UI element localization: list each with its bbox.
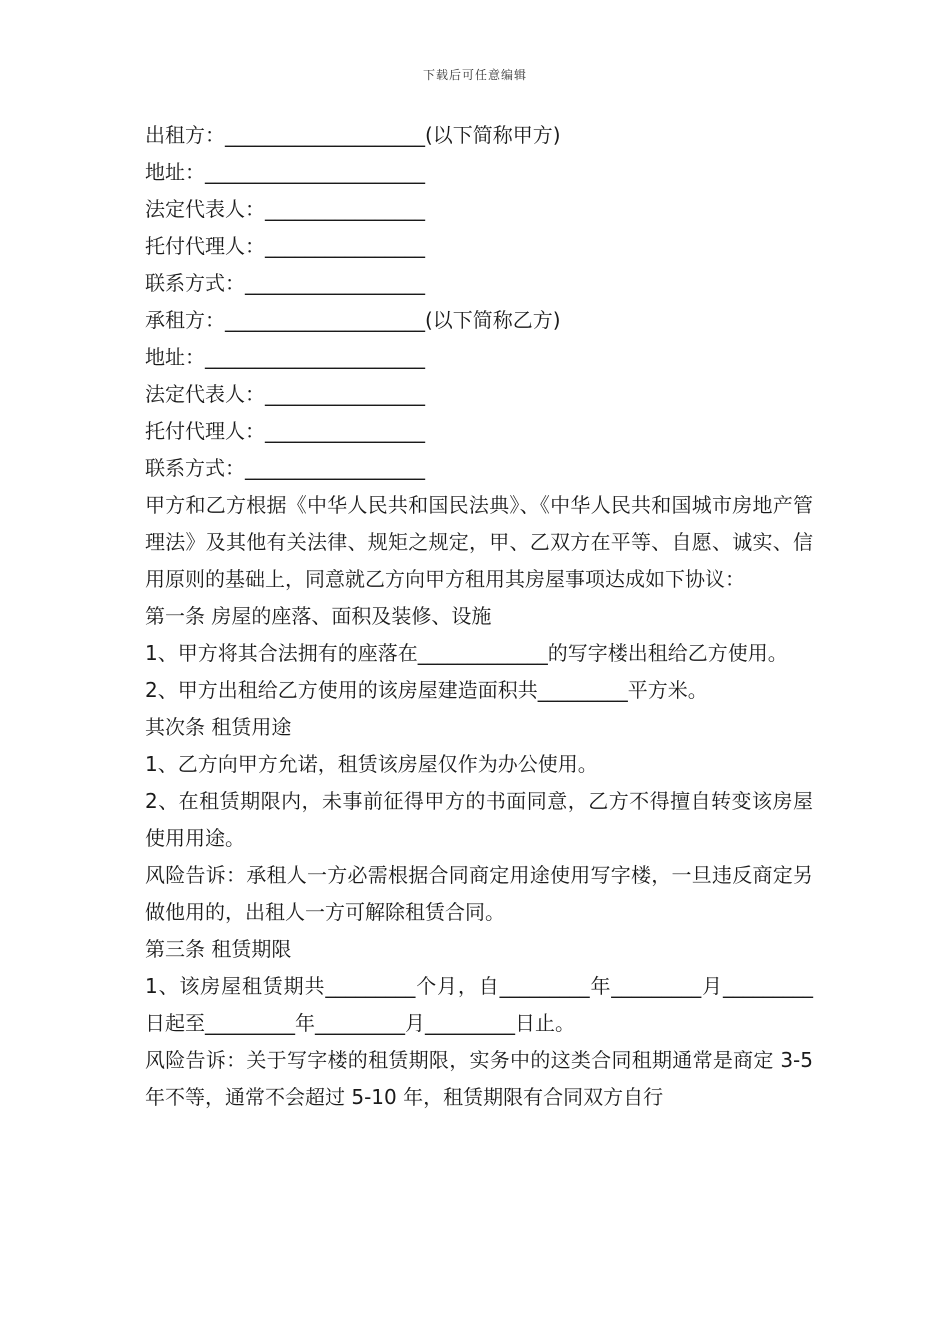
lessee-line: 承租方：____________________(以下简称乙方) xyxy=(145,308,561,332)
contract-body xyxy=(145,117,813,1116)
page-header-note: 下载后可任意编辑 xyxy=(422,68,527,82)
lessor-legal-rep-line: 法定代表人：________________ xyxy=(145,197,425,221)
article-1-heading: 第一条 房屋的座落、面积及装修、设施 xyxy=(145,604,492,628)
lessee-agent-line: 托付代理人：________________ xyxy=(145,419,425,443)
article-3-clause-1: 1、该房屋租赁期共_________个月，自_________年_________月_________日起至_________年_________月_________日止。 xyxy=(145,974,813,1035)
article-3-risk-note: 风险告诉：关于写字楼的租赁期限，实务中的这类合同租期通常是商定 3-5 年不等，通常不会超过 5-10 年，租赁期限有合同双方自行 xyxy=(145,1048,813,1109)
article-3-heading: 第三条 租赁期限 xyxy=(145,937,292,961)
preamble-paragraph: 甲方和乙方根据《中华人民共和国民法典》、《中华人民共和国城市房地产管理法》及其他有关法律、规矩之规定，甲、乙双方在平等、自愿、诚实、信用原则的基础上，同意就乙方向甲方租用其房屋事项达成如下协议： xyxy=(145,493,813,591)
lessor-contact-line: 联系方式：__________________ xyxy=(145,271,425,295)
article-2-clause-1: 1、乙方向甲方允诺，租赁该房屋仅作为办公使用。 xyxy=(145,752,598,776)
lessee-address-line: 地址：______________________ xyxy=(145,345,425,369)
lessor-address-line: 地址：______________________ xyxy=(145,160,425,184)
article-2-heading: 其次条 租赁用途 xyxy=(145,715,292,739)
lessor-agent-line: 托付代理人：________________ xyxy=(145,234,425,258)
lessee-contact-line: 联系方式：__________________ xyxy=(145,456,425,480)
article-2-risk-note: 风险告诉：承租人一方必需根据合同商定用途使用写字楼，一旦违反商定另做他用的，出租人一方可解除租赁合同。 xyxy=(145,863,813,924)
article-1-clause-1: 1、甲方将其合法拥有的座落在_____________的写字楼出租给乙方使用。 xyxy=(145,641,788,665)
article-1-clause-2: 2、甲方出租给乙方使用的该房屋建造面积共_________平方米。 xyxy=(145,678,708,702)
lessor-line: 出租方：____________________(以下简称甲方) xyxy=(145,123,561,147)
lessee-legal-rep-line: 法定代表人：________________ xyxy=(145,382,425,406)
article-2-clause-2: 2、在租赁期限内，未事前征得甲方的书面同意，乙方不得擅自转变该房屋使用用途。 xyxy=(145,789,813,850)
